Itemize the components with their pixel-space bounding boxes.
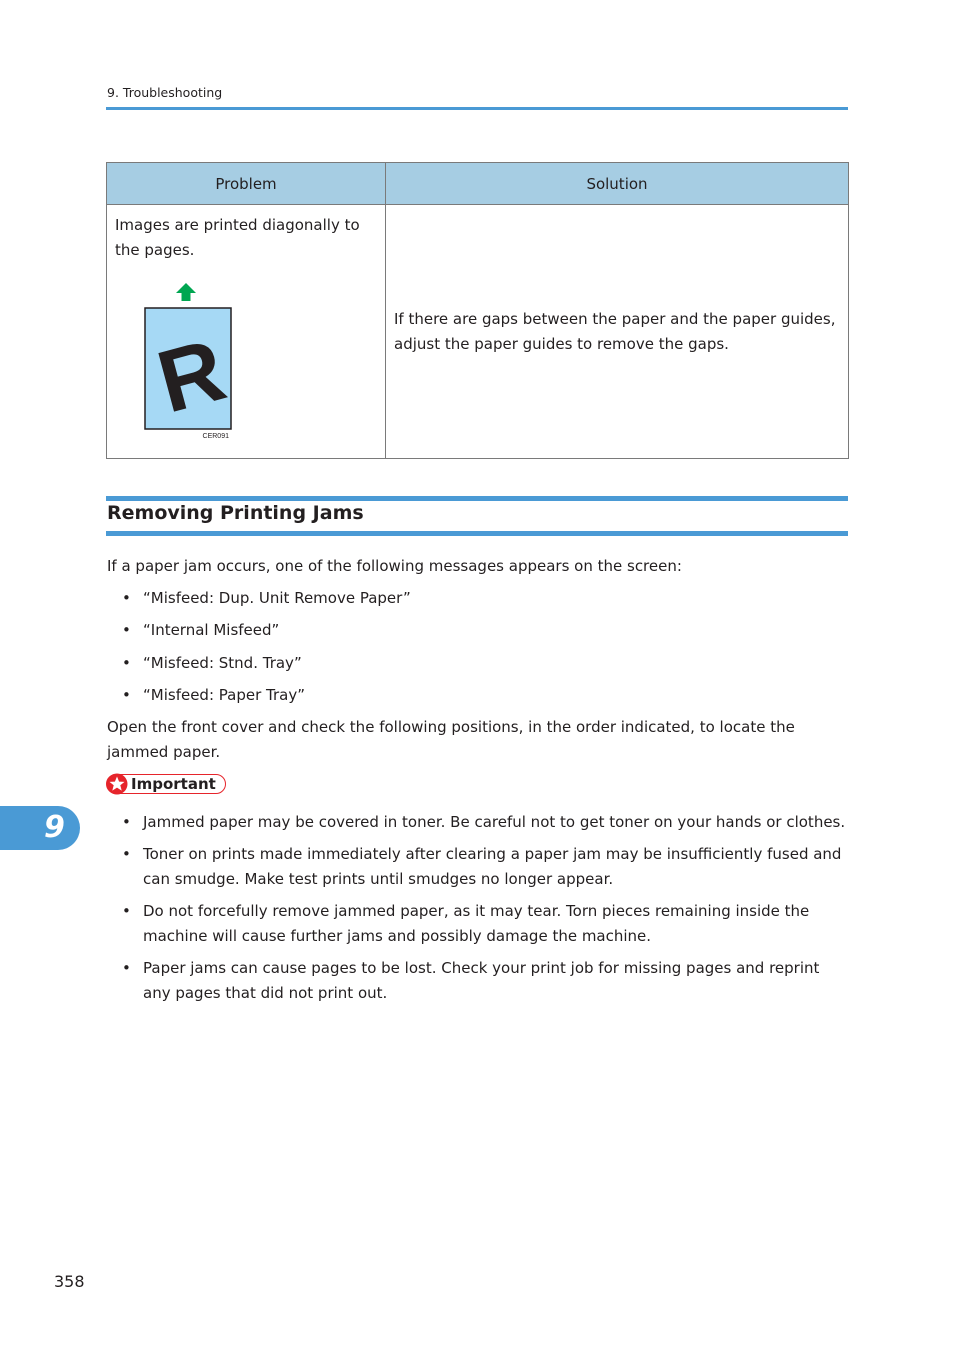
figure-letter: R xyxy=(147,319,235,432)
section-rule-top xyxy=(106,496,848,501)
instruction-paragraph: Open the front cover and check the following positions, in the order indicated, to locate the jammed paper. xyxy=(107,718,795,761)
list-item: • Do not forcefully remove jammed paper, as it may tear. Torn pieces remaining inside the machine will cause further jams and possibly damage the machine. xyxy=(107,899,847,949)
section-rule-bottom xyxy=(106,531,848,536)
table-header-row xyxy=(107,163,849,205)
bullet-icon: • xyxy=(122,959,131,977)
bullet-icon: • xyxy=(122,902,131,920)
problem-cell xyxy=(107,205,386,459)
figure-label: CER091 xyxy=(202,433,229,440)
page-number: 358 xyxy=(54,1272,85,1291)
chapter-number: 9 xyxy=(44,810,65,845)
table-row xyxy=(107,205,849,459)
problem-solution-table xyxy=(106,162,849,459)
list-item: • “Misfeed: Dup. Unit Remove Paper” xyxy=(107,586,411,611)
feed-direction-arrow-icon xyxy=(176,283,196,301)
solution-cell xyxy=(386,205,849,459)
bullet-icon: • xyxy=(122,813,131,831)
list-item: • “Misfeed: Stnd. Tray” xyxy=(107,651,302,676)
important-badge xyxy=(106,774,226,794)
bullet-icon: • xyxy=(122,621,131,639)
bullet-icon: • xyxy=(122,654,131,672)
list-item: • Jammed paper may be covered in toner. Be careful not to get toner on your hands or clothes. xyxy=(107,810,847,835)
bullet-icon: • xyxy=(122,845,131,863)
intro-paragraph: If a paper jam occurs, one of the following messages appears on the screen: xyxy=(107,557,682,575)
list-item: • “Internal Misfeed” xyxy=(107,618,279,643)
list-item: • Toner on prints made immediately after clearing a paper jam may be insufficiently fused and can smudge. Make test prints until smudges no longer appear. xyxy=(107,842,847,892)
solution-text: If there are gaps between the paper and the paper guides, adjust the paper guides to remove the gaps. xyxy=(394,310,836,353)
bullet-icon: • xyxy=(122,589,131,607)
list-item: • “Misfeed: Paper Tray” xyxy=(107,683,305,708)
star-icon xyxy=(106,773,128,795)
table-header-solution: Solution xyxy=(386,163,849,205)
bullet-icon: • xyxy=(122,686,131,704)
table-header-problem: Problem xyxy=(107,163,386,205)
chapter-tab xyxy=(0,806,80,850)
running-header: 9. Troubleshooting xyxy=(107,85,223,100)
header-rule xyxy=(106,107,848,110)
list-item: • Paper jams can cause pages to be lost. Check your print job for missing pages and reprint any pages that did not print out. xyxy=(107,956,847,1006)
important-list xyxy=(107,810,847,1013)
problem-text: Images are printed diagonally to the pages. xyxy=(115,216,360,259)
important-label: Important xyxy=(131,775,216,793)
diagonal-print-illustration xyxy=(143,283,243,445)
section-title: Removing Printing Jams xyxy=(107,502,364,524)
